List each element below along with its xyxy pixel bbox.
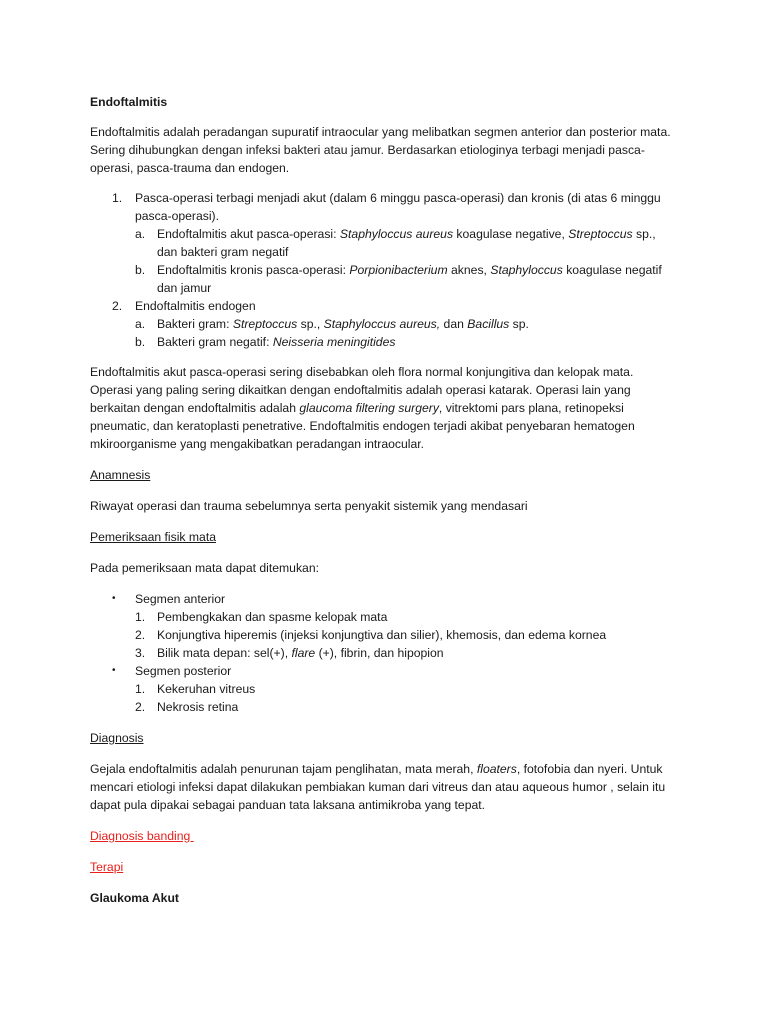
pemeriksaan-text: Pada pemeriksaan mata dapat ditemukan: xyxy=(90,561,319,575)
sub-list-letter: a. xyxy=(135,317,146,331)
text-run: sp., dan bakteri gram negatif xyxy=(157,227,656,259)
text-run: Kekeruhan vitreus xyxy=(157,682,256,696)
sub-list-letter: b. xyxy=(135,263,146,277)
sub-list-item xyxy=(90,626,678,644)
sub-list xyxy=(135,608,678,662)
sub-list-letter: b. xyxy=(135,335,146,349)
italic-run: Neisseria meningitides xyxy=(272,335,396,349)
bullet-item xyxy=(90,662,678,716)
anamnesis-text: Riwayat operasi dan trauma sebelumnya serta penyakit sistemik yang mendasari xyxy=(90,499,528,513)
text-run: Endoftalmitis kronis pasca-operasi: xyxy=(157,263,350,277)
text-run: Nekrosis retina xyxy=(157,700,239,714)
terapi-heading: Terapi xyxy=(90,860,124,874)
diagnosis-paragraph xyxy=(90,760,678,814)
sub-list-number: 1. xyxy=(135,682,146,696)
diagnosis-heading: Diagnosis xyxy=(90,731,144,745)
list-item-text: Pasca-operasi terbagi menjadi akut (dalam 6 minggu pasca-operasi) dan kronis (di atas 6 minggu pasca-operasi). xyxy=(135,191,661,223)
list-number: 2. xyxy=(112,299,123,313)
list-number: 1. xyxy=(112,191,123,205)
sub-list-item xyxy=(90,225,678,261)
examination-list xyxy=(90,590,678,716)
text-run: Bakteri gram negatif: xyxy=(157,335,273,349)
bullet-label: Segmen posterior xyxy=(135,664,232,678)
text-run: koagulase negative, xyxy=(453,227,569,241)
body-paragraph xyxy=(90,363,678,453)
text-run: Bakteri gram: xyxy=(157,317,233,331)
intro-paragraph: Endoftalmitis adalah peradangan supuratif intraocular yang melibatkan segmen anterior dan posterior mata. Sering dihubungkan dengan infeksi bakteri atau jamur. Berdasarkan etiologinya terbagi menjadi pasca-operasi, pasca-trauma dan endogen. xyxy=(90,125,671,175)
sub-list-item xyxy=(90,315,678,333)
sub-list-number: 2. xyxy=(135,700,146,714)
text-run: sp. xyxy=(509,317,529,331)
sub-list-item xyxy=(90,680,678,698)
sub-list-item xyxy=(90,608,678,626)
sub-list-item xyxy=(90,698,678,716)
text-run: koagulase negatif dan jamur xyxy=(157,263,662,295)
sub-list-number: 3. xyxy=(135,646,146,660)
text-run: Gejala endoftalmitis adalah penurunan tajam penglihatan, mata merah, xyxy=(90,762,477,776)
bullet-item xyxy=(90,590,678,662)
sub-list-number: 2. xyxy=(135,628,146,642)
pemeriksaan-heading: Pemeriksaan fisik mata xyxy=(90,530,216,544)
text-run: (+), fibrin, dan hipopion xyxy=(315,646,444,660)
text-run: Endoftalmitis akut pasca-operasi sering disebabkan oleh flora normal konjungitiva dan kelopak mata. Operasi yang paling sering dikaitkan dengan endoftalmitis adalah operasi katarak. Operasi lain yang berkaitan dengan endoftalmitis adalah xyxy=(90,365,634,415)
italic-run: Bacillus xyxy=(467,317,510,331)
section-title-2: Glaukoma Akut xyxy=(90,891,179,905)
text-run: Endoftalmitis akut pasca-operasi: xyxy=(157,227,340,241)
text-run: aknes, xyxy=(447,263,491,277)
etiology-list xyxy=(90,189,678,351)
text-run: Bilik mata depan: sel(+), xyxy=(157,646,292,660)
text-run: , vitrektomi pars plana, retinopeksi pneumatic, dan keratoplasti penetrative. Endoftalmitis endogen terjadi akibat penyebaran hematogen mkiroorganisme yang mengakibatkan peradangan intraocular. xyxy=(90,401,635,451)
section-title: Endoftalmitis xyxy=(90,95,168,109)
sub-list-item xyxy=(90,261,678,297)
bullet-label: Segmen anterior xyxy=(135,592,226,606)
sub-list-item xyxy=(90,644,678,662)
italic-run: Staphyloccus xyxy=(490,263,563,277)
sub-list-letter: a. xyxy=(135,227,146,241)
document-body xyxy=(90,93,678,907)
sub-list xyxy=(135,225,678,297)
diagnosis-banding-heading: Diagnosis banding xyxy=(90,829,194,843)
sub-list-item xyxy=(90,333,678,351)
italic-run: flare xyxy=(291,646,316,660)
bullet-icon: • xyxy=(112,593,116,604)
italic-run: Porpionibacterium xyxy=(349,263,448,277)
anamnesis-heading: Anamnesis xyxy=(90,468,151,482)
text-run: dan xyxy=(440,317,468,331)
text-run: , fotofobia dan nyeri. Untuk mencari etiologi infeksi dapat dilakukan pembiakan kuman dari vitreus dan atau aqueous humor , selain itu dapat pula dipakai sebagai panduan tata laksana antimikroba yang tepat. xyxy=(90,762,666,812)
sub-list xyxy=(135,315,678,351)
text-run: Konjungtiva hiperemis (injeksi konjungtiva dan silier), khemosis, dan edema kornea xyxy=(157,628,607,642)
text-run: Pembengkakan dan spasme kelopak mata xyxy=(157,610,388,624)
text-run: sp., xyxy=(297,317,324,331)
italic-run: Staphyloccus aureus, xyxy=(323,317,441,331)
sub-list-number: 1. xyxy=(135,610,146,624)
list-item xyxy=(90,297,678,351)
italic-run: floaters xyxy=(476,762,517,776)
italic-run: glaucoma filtering surgery xyxy=(299,401,439,415)
italic-run: Streptoccus xyxy=(232,317,298,331)
italic-run: Streptoccus xyxy=(568,227,633,241)
italic-run: Staphyloccus aureus xyxy=(339,227,454,241)
list-item xyxy=(90,189,678,297)
sub-list xyxy=(135,680,678,716)
list-item-text: Endoftalmitis endogen xyxy=(135,299,256,313)
bullet-icon: • xyxy=(112,665,116,676)
